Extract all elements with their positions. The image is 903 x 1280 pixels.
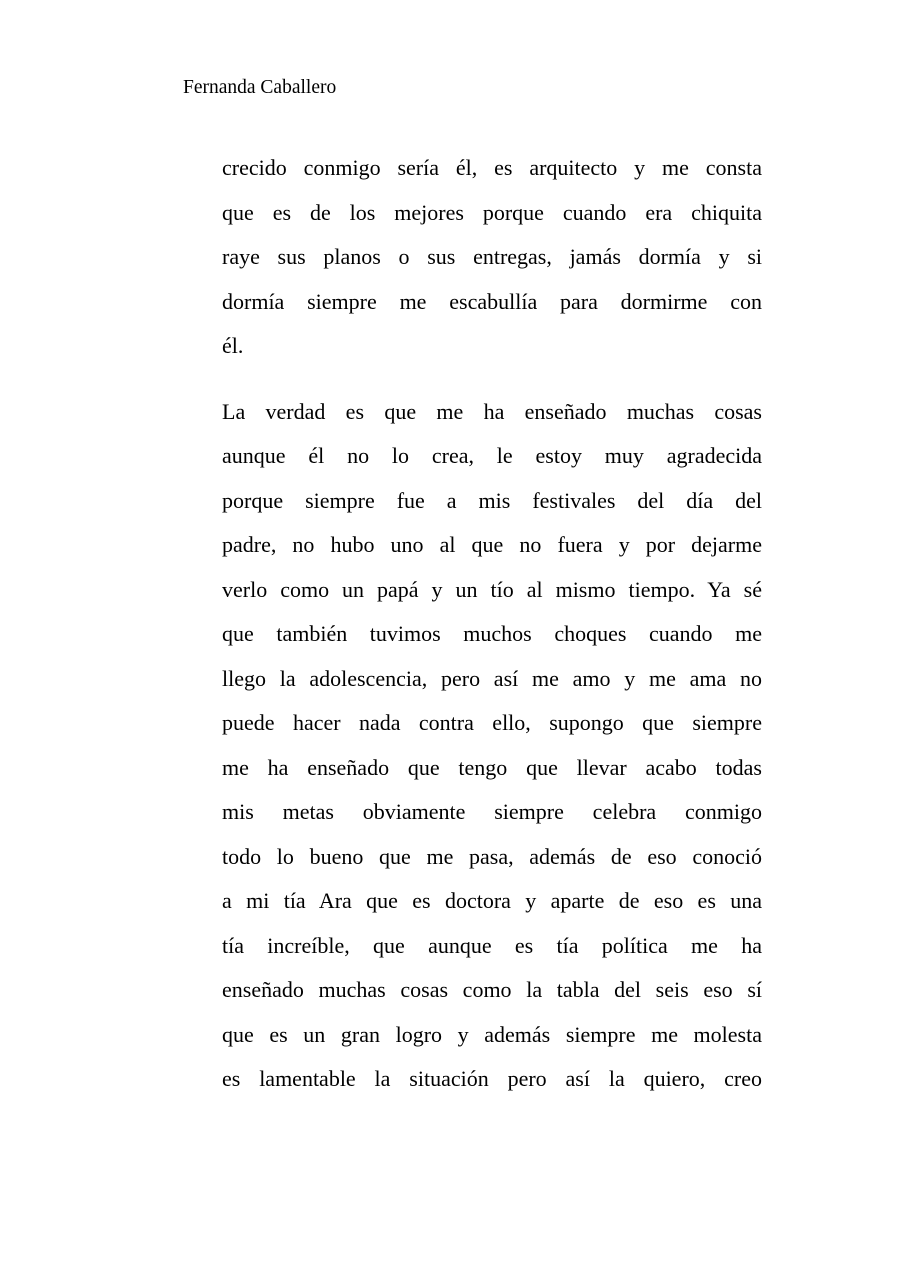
text-line: que es un gran logro y además siempre me molesta (222, 1021, 762, 1047)
paragraph (222, 150, 762, 373)
text-line: que también tuvimos muchos choques cuando me (222, 621, 762, 646)
paragraph-spacer (222, 373, 762, 394)
text-line: porque siempre fue a mis festivales del día del (222, 487, 762, 513)
text-line: crecido conmigo sería él, es arquitecto y me consta (222, 155, 762, 180)
text-line: enseñado muchas cosas como la tabla del seis eso sí (222, 977, 762, 1002)
text-line: aunque él no lo crea, le estoy muy agradecida (222, 443, 762, 468)
text-line: dormía siempre me escabullía para dormirme con (222, 288, 762, 314)
text-line: tía increíble, que aunque es tía política me ha (222, 932, 762, 958)
text-line: que es de los mejores porque cuando era chiquita (222, 199, 762, 225)
paragraph (222, 394, 762, 1106)
text-line: me ha enseñado que tengo que llevar acabo todas (222, 754, 762, 780)
text-line: La verdad es que me ha enseñado muchas cosas (222, 398, 762, 424)
text-line: él. (222, 333, 244, 358)
text-line: llego la adolescencia, pero así me amo y me ama no (222, 665, 762, 691)
text-line: verlo como un papá y un tío al mismo tiempo. Ya sé (222, 576, 762, 602)
body-text (222, 150, 762, 1106)
text-line: raye sus planos o sus entregas, jamás dormía y si (222, 244, 762, 269)
text-line: a mi tía Ara que es doctora y aparte de eso es una (222, 888, 762, 913)
text-line: mis metas obviamente siempre celebra conmigo (222, 799, 762, 824)
page-header-author: Fernanda Caballero (183, 77, 337, 98)
text-line: padre, no hubo uno al que no fuera y por dejarme (222, 532, 762, 557)
text-line: puede hacer nada contra ello, supongo que siempre (222, 710, 762, 735)
text-line: es lamentable la situación pero así la quiero, creo (222, 1066, 762, 1091)
text-line: todo lo bueno que me pasa, además de eso conoció (222, 843, 762, 869)
